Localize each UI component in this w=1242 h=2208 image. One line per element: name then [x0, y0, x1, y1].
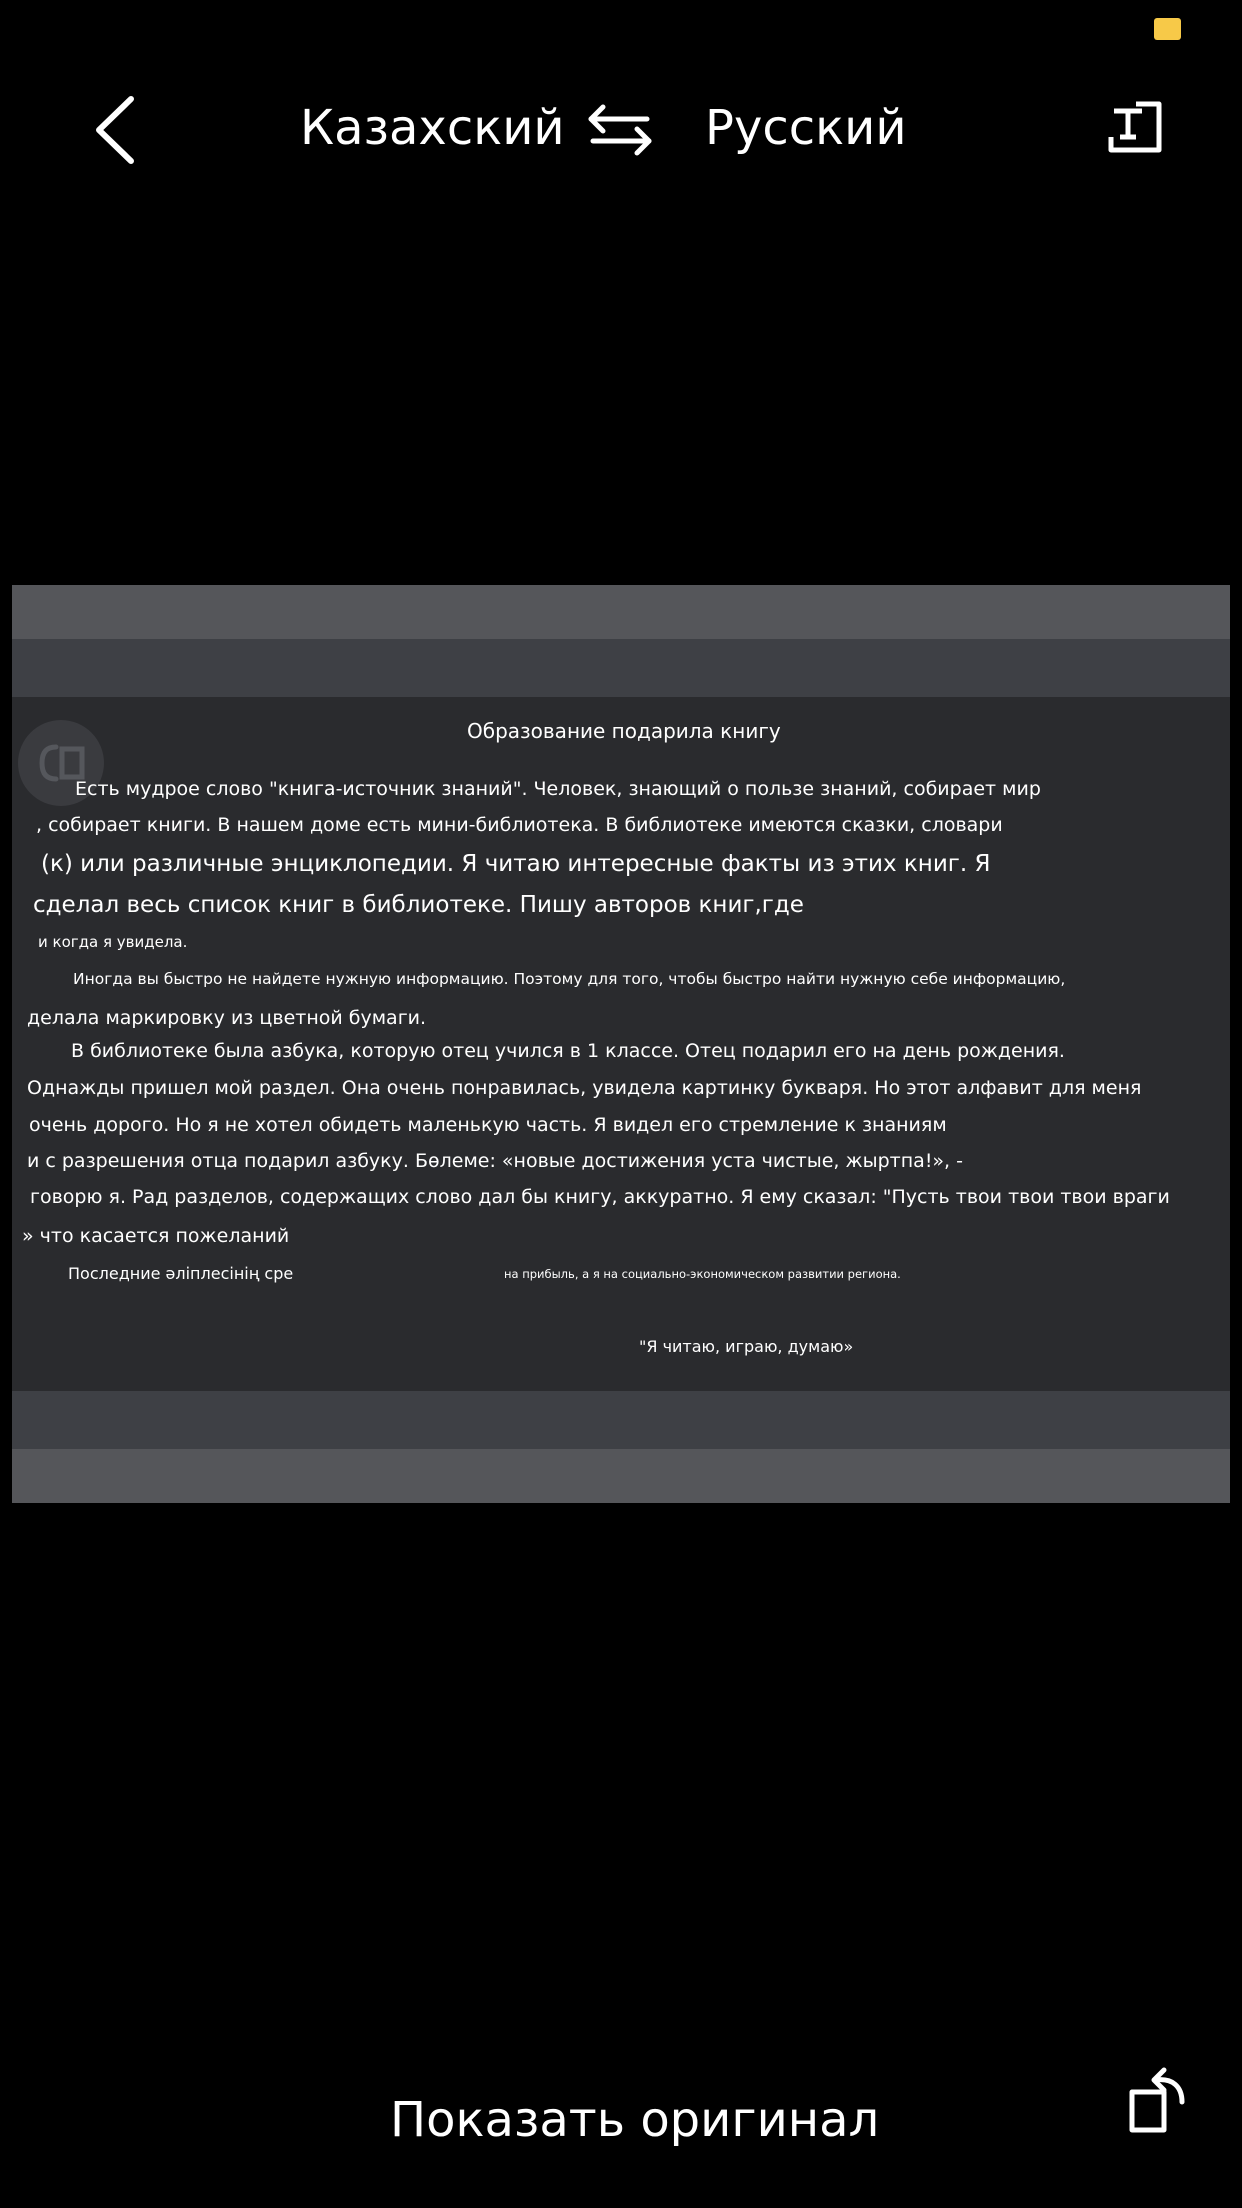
- photo-band: [12, 585, 1230, 639]
- translation-line: говорю я. Рад разделов, содержащих слово дал бы книгу, аккуратно. Я ему сказал: "Пусть твои твои твои враги: [30, 1186, 1170, 1208]
- translation-line: , собирает книги. В нашем доме есть мини-библиотека. В библиотеке имеются сказки, словари: [36, 814, 1003, 836]
- text-mode-button[interactable]: [1100, 92, 1170, 162]
- show-original-button[interactable]: Показать оригинал: [390, 2092, 880, 2148]
- translation-line: делала маркировку из цветной бумаги.: [27, 1007, 427, 1029]
- translation-title: Образование подарила книгу: [467, 719, 781, 743]
- back-button[interactable]: [80, 88, 150, 172]
- top-bar: [0, 80, 1242, 180]
- translation-line: на прибыль, а я на социально-экономическом развитии региона.: [504, 1267, 901, 1281]
- photo-band: [12, 1391, 1230, 1449]
- translation-line: и когда я увидела.: [38, 933, 188, 951]
- swap-arrows-icon: [587, 104, 653, 156]
- target-language-button[interactable]: Русский: [705, 100, 907, 156]
- rotate-icon: [1126, 2064, 1190, 2136]
- translation-line: Иногда вы быстро не найдете нужную информацию. Поэтому для того, чтобы быстро найти нужную себе информацию,: [73, 970, 1066, 988]
- source-language-button[interactable]: Казахский: [300, 100, 565, 156]
- translation-line: » что касается пожеланий: [22, 1225, 290, 1247]
- translation-line: и с разрешения отца подарил азбуку. Бөлеме: «новые достижения уста чистые, жыртпа!», -: [27, 1150, 963, 1172]
- battery-icon: [1154, 18, 1181, 40]
- translated-photo: [12, 585, 1230, 1503]
- translation-line: сделал весь список книг в библиотеке. Пишу авторов книг,где: [33, 892, 804, 918]
- translation-line: Последние әліплесінің сре: [68, 1264, 294, 1283]
- translation-line: Однажды пришел мой раздел. Она очень понравилась, увидела картинку букваря. Но этот алфавит для меня: [27, 1077, 1142, 1099]
- chevron-left-icon: [93, 95, 137, 165]
- photo-band: [12, 1449, 1230, 1503]
- translation-line: очень дорого. Но я не хотел обидеть маленькую часть. Я видел его стремление к знаниям: [29, 1114, 947, 1136]
- text-frame-icon: [1106, 99, 1164, 155]
- translation-line: В библиотеке была азбука, которую отец учился в 1 классе. Отец подарил его на день рождения.: [71, 1040, 1065, 1062]
- translation-line: Есть мудрое слово "книга-источник знаний". Человек, знающий о пользе знаний, собирает мир: [75, 778, 1041, 800]
- swap-languages-button[interactable]: [585, 100, 655, 160]
- rotate-button[interactable]: [1118, 2060, 1198, 2140]
- photo-band: [12, 639, 1230, 697]
- translation-line: "Я читаю, играю, думаю»: [639, 1337, 854, 1356]
- translation-line: (к) или различные энциклопедии. Я читаю интересные факты из этих книг. Я: [41, 851, 991, 877]
